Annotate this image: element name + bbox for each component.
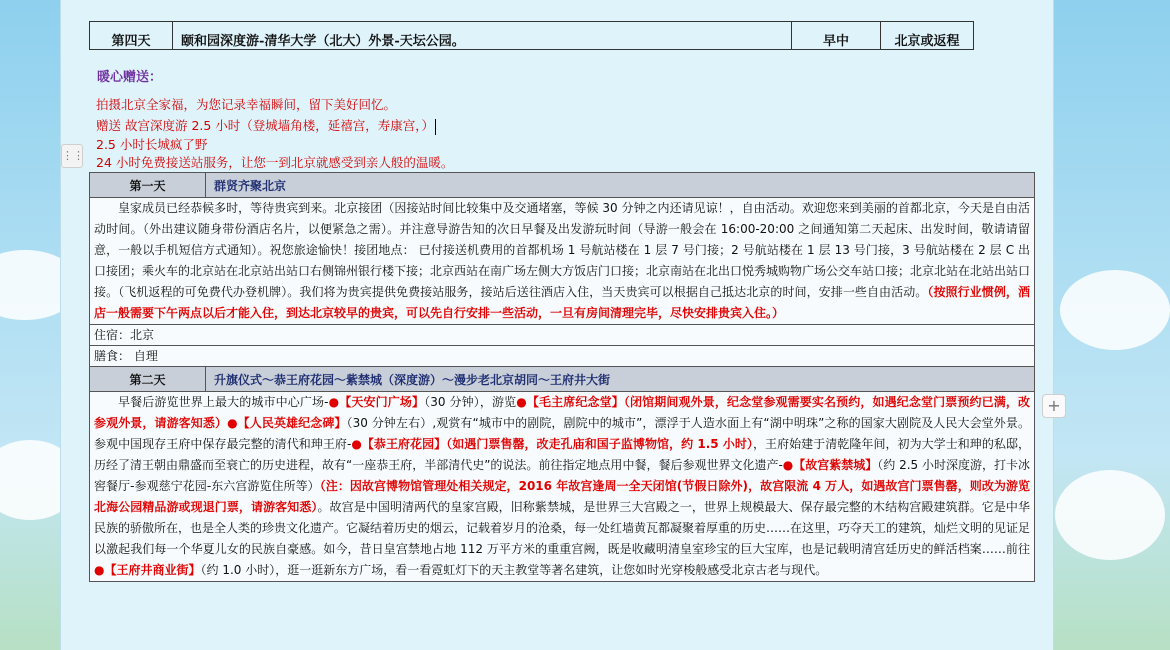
- day1-note: （按照行业惯例，酒店一般需要下午两点以后才能入住，到达北京较早的贵宾，可以先自行安排一些活动，一旦有房间清理完毕，尽快安排贵宾入住。）: [94, 285, 1030, 320]
- day4-meals: 早中: [792, 22, 881, 50]
- bullet-dot-icon: ●: [516, 395, 527, 409]
- highlight-text: 【恭王府花园】（如遇门票售罄，改走孔庙和国子监博物馆，约 1.5 小时）: [361, 437, 753, 451]
- bullet-dot-icon: ●: [328, 395, 340, 409]
- background-cloud: [1055, 470, 1165, 560]
- day2-body-row: [90, 392, 1035, 582]
- bullet-dot-icon: ●: [782, 458, 794, 472]
- highlight-text: 【毛主席纪念堂】（闭馆期间观外景，纪念堂参观需要实名预约，如遇纪念堂门票预约已满，改参观外景，请游客知悉）: [94, 395, 1030, 430]
- gift-title: 暖心赠送：: [97, 70, 163, 85]
- day4-route: 颐和园深度游-清华大学（北大）外景-天坛公园。: [173, 22, 792, 50]
- day2-label: 第二天: [90, 367, 206, 392]
- day1-stay-row: [90, 325, 1035, 346]
- day1-body-row: [90, 198, 1035, 325]
- day1-text: 皇家成员已经恭候多时，等待贵宾到来。北京接团（因接站时间比较集中及交通堵塞，等候 30 分钟之内还请见谅！，自由活动。欢迎您来到美丽的首都北京，今天是自由活动时间。（外出建议随身带份酒店名片，以便紧急之需）。并注意导游告知的次日早餐及出发游玩时间（导游一般会在 16:00-20:00 之间通知第二天起床、出发时间，敬请请留意，一般以手机短信方式通知）。祝您旅途愉快！接团地点： 已付接送机费用的首都机场 1 号航站楼在 1 层 7 号门接；2 号航站楼在 1 层 13 号门接，3 号航站楼在 2 层 C 出口接团；乘火车的北京站在北京站出站口右侧锦州银行楼下接；北京西站在南广场左侧大方饭店门口接；北京南站在北出口悦秀城购物广场公交车站口接；北京北站在北站出站口接。（飞机返程的可免费代办登机牌）。我们将为贵宾提供免费接站服务，接站后送往酒店入住，当天贵宾可以根据自己抵达北京的时间，安排一些自由活动。: [94, 201, 1031, 299]
- text-cursor: [435, 119, 436, 135]
- gift-line: 24 小时免费接送站服务，让您一到北京就感受到亲人般的温暖。: [96, 155, 454, 170]
- gift-line: 2.5 小时长城疯了野: [96, 137, 208, 152]
- itinerary-table: [89, 172, 1035, 582]
- body-text: ，王府始建于清乾隆年间，初为大学士和珅的私邸，历经了清王朝由鼎盛而至衰亡的历史进程，故有“一座恭王府，半部清代史”的说法。前往指定地点用中餐，餐后参观世界文化遗产-: [94, 437, 1030, 472]
- highlight-text: 【人民英雄纪念碑】: [237, 416, 347, 430]
- body-text: 早餐后游览世界上最大的城市中心广场-: [118, 395, 329, 409]
- highlight-text: 【天安门广场】: [339, 395, 425, 409]
- highlight-text: （注：因故宫博物馆管理处相关规定，2016 年故宫逢周一全天闭馆(节假日除外)，故宫限流 4 万人，如遇故宫门票售罄，则改为游览北海公园精品游或现退门票，请游客知悉）: [94, 479, 1030, 514]
- bullet-dot-icon: ●: [351, 437, 362, 451]
- background-cloud: [1060, 270, 1170, 350]
- day2-description: [90, 392, 1035, 582]
- day2-header-row: [90, 367, 1035, 392]
- day2-text: [94, 392, 1030, 581]
- body-text: （30 分钟左右）,观赏有“城市中的剧院，剧院中的城市”，漂浮于人造水面上有“湖中明珠”之称的国家大剧院及人民大会堂外景。参观中国现存王府中保存最完整的清代和珅王府-: [94, 416, 1030, 451]
- gift-line: 赠送 故宫深度游 2.5 小时（登城墙角楼，延禧宫，寿康宫，）: [96, 118, 435, 133]
- bullet-dot-icon: ●: [227, 416, 238, 430]
- day1-meals-row: [90, 346, 1035, 367]
- body-text: （约 1.0 小时），逛一逛新东方广场，看一看霓虹灯下的天主教堂等著名建筑，让您如时光穿梭般感受北京古老与现代。: [200, 563, 828, 577]
- body-text: 。故宫是中国明清两代的皇家宫殿，旧称紫禁城，是世界三大宫殿之一，世界上规模最大、保存最完整的木结构宫殿建筑群。它是中华民族的骄傲所在，也是全人类的珍贵文化遗产。它凝结着历史的烟云，记载着岁月的沧桑，每一处红墙黄瓦都凝聚着厚重的历史……在这里，巧夺天工的建筑，灿烂文明的见证足以激起我们每一个华夏儿女的民族自豪感。如今，昔日皇宫禁地占地 112 万平方米的重重宫阙，既是收藏明清皇室珍宝的巨大宝库，也是记载明清宫廷历史的鲜活档案……前往: [94, 500, 1031, 556]
- body-text: （30 分钟），游览: [424, 395, 517, 409]
- editor-page[interactable]: [60, 0, 1061, 650]
- highlight-text: 【王府井商业街】: [104, 563, 201, 577]
- bullet-dot-icon: ●: [94, 563, 105, 577]
- day1-meals: 膳食： 自理: [90, 346, 1035, 367]
- add-block-button[interactable]: +: [1042, 394, 1066, 418]
- highlight-text: 【故宫紫禁城】: [793, 458, 878, 472]
- gift-line: 拍摄北京全家福，为您记录幸福瞬间，留下美好回忆。: [96, 97, 397, 112]
- day2-title: 升旗仪式～恭王府花园～紫禁城（深度游）～漫步老北京胡同～王府井大街: [206, 367, 1035, 392]
- day1-title: 群贤齐聚北京: [206, 173, 1035, 198]
- day1-description: [90, 198, 1035, 325]
- body-text: （约 2.5 小时深度游，打卡冰窖餐厅-参观慈宁花园-东六宫游览住所等）: [94, 458, 1030, 493]
- day4-label: 第四天: [90, 22, 173, 50]
- drag-handle-icon[interactable]: ⋮⋮: [61, 144, 83, 168]
- day4-summary-table: [89, 21, 974, 50]
- day1-header-row: [90, 173, 1035, 198]
- day1-label: 第一天: [90, 173, 206, 198]
- day4-stay: 北京或返程: [881, 22, 974, 50]
- day1-stay: 住宿：北京: [90, 325, 1035, 346]
